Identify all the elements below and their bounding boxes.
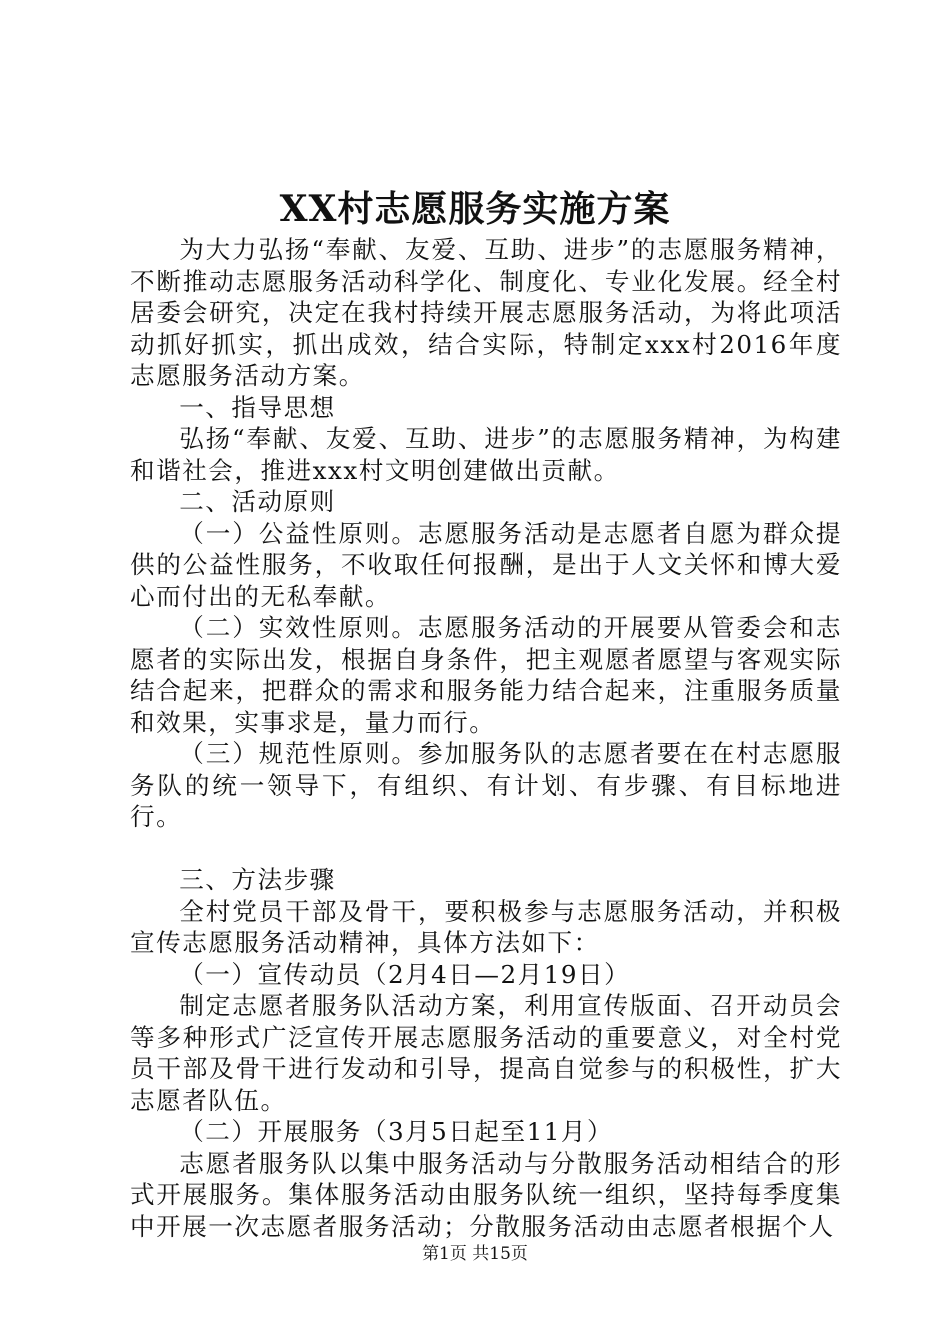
subheading-publicity: （一）宣传动员（2月4日—2月19日）: [179, 959, 631, 989]
principle-effectiveness: （二）实效性原则。志愿服务活动的开展要从管委会和志愿者的实际出发，根据自身条件，把主观愿者愿望与客观实际结合起来，把群众的需求和服务能力结合起来，注重服务质量和效果，实事求是，量力而行。: [130, 613, 842, 737]
document-body: [130, 234, 842, 1242]
section-heading-guiding-ideology: 一、指导思想: [179, 392, 336, 422]
page-number-footer: 第1页 共15页: [422, 1244, 528, 1264]
blank-line: [130, 833, 842, 865]
principle-public-welfare: （一）公益性原则。志愿服务活动是志愿者自愿为群众提供的公益性服务，不收取任何报酬，是出于人文关怀和博大爱心而付出的无私奉献。: [130, 518, 842, 611]
document-title: XX村志愿服务实施方案: [279, 188, 671, 230]
publicity-paragraph: 制定志愿者服务队活动方案，利用宣传版面、召开动员会等多种形式广泛宣传开展志愿服务活动的重要意义，对全村党员干部及骨干进行发动和引导，提高自觉参与的积极性，扩大志愿者队伍。: [130, 991, 842, 1115]
methods-paragraph: 全村党员干部及骨干，要积极参与志愿服务活动，并积极宣传志愿服务活动精神，具体方法如下：: [130, 896, 842, 957]
section-heading-methods: 三、方法步骤: [179, 865, 336, 894]
intro-paragraph: 为大力弘扬“奉献、友爱、互助、进步”的志愿服务精神，不断推动志愿服务活动科学化、制度化、专业化发展。经全村居委会研究，决定在我村持续开展志愿服务活动，为将此项活动抓好抓实，抓出成效，结合实际，特制定xxx村2016年度志愿服务活动方案。: [130, 235, 842, 390]
principle-standardization: （三）规范性原则。参加服务队的志愿者要在在村志愿服务队的统一领导下，有组织、有计划、有步骤、有目标地进行。: [130, 739, 842, 831]
service-paragraph: 志愿者服务队以集中服务活动与分散服务活动相结合的形式开展服务。集体服务活动由服务队统一组织，坚持每季度集中开展一次志愿者服务活动；分散服务活动由志愿者根据个人: [130, 1148, 842, 1241]
section-heading-principles: 二、活动原则: [179, 487, 336, 516]
guiding-ideology-paragraph: 弘扬“奉献、友爱、互助、进步”的志愿服务精神，为构建和谐社会，推进xxx村文明创建做出贡献。: [130, 424, 842, 485]
subheading-service: （二）开展服务（3月5日起至11月）: [179, 1117, 614, 1146]
